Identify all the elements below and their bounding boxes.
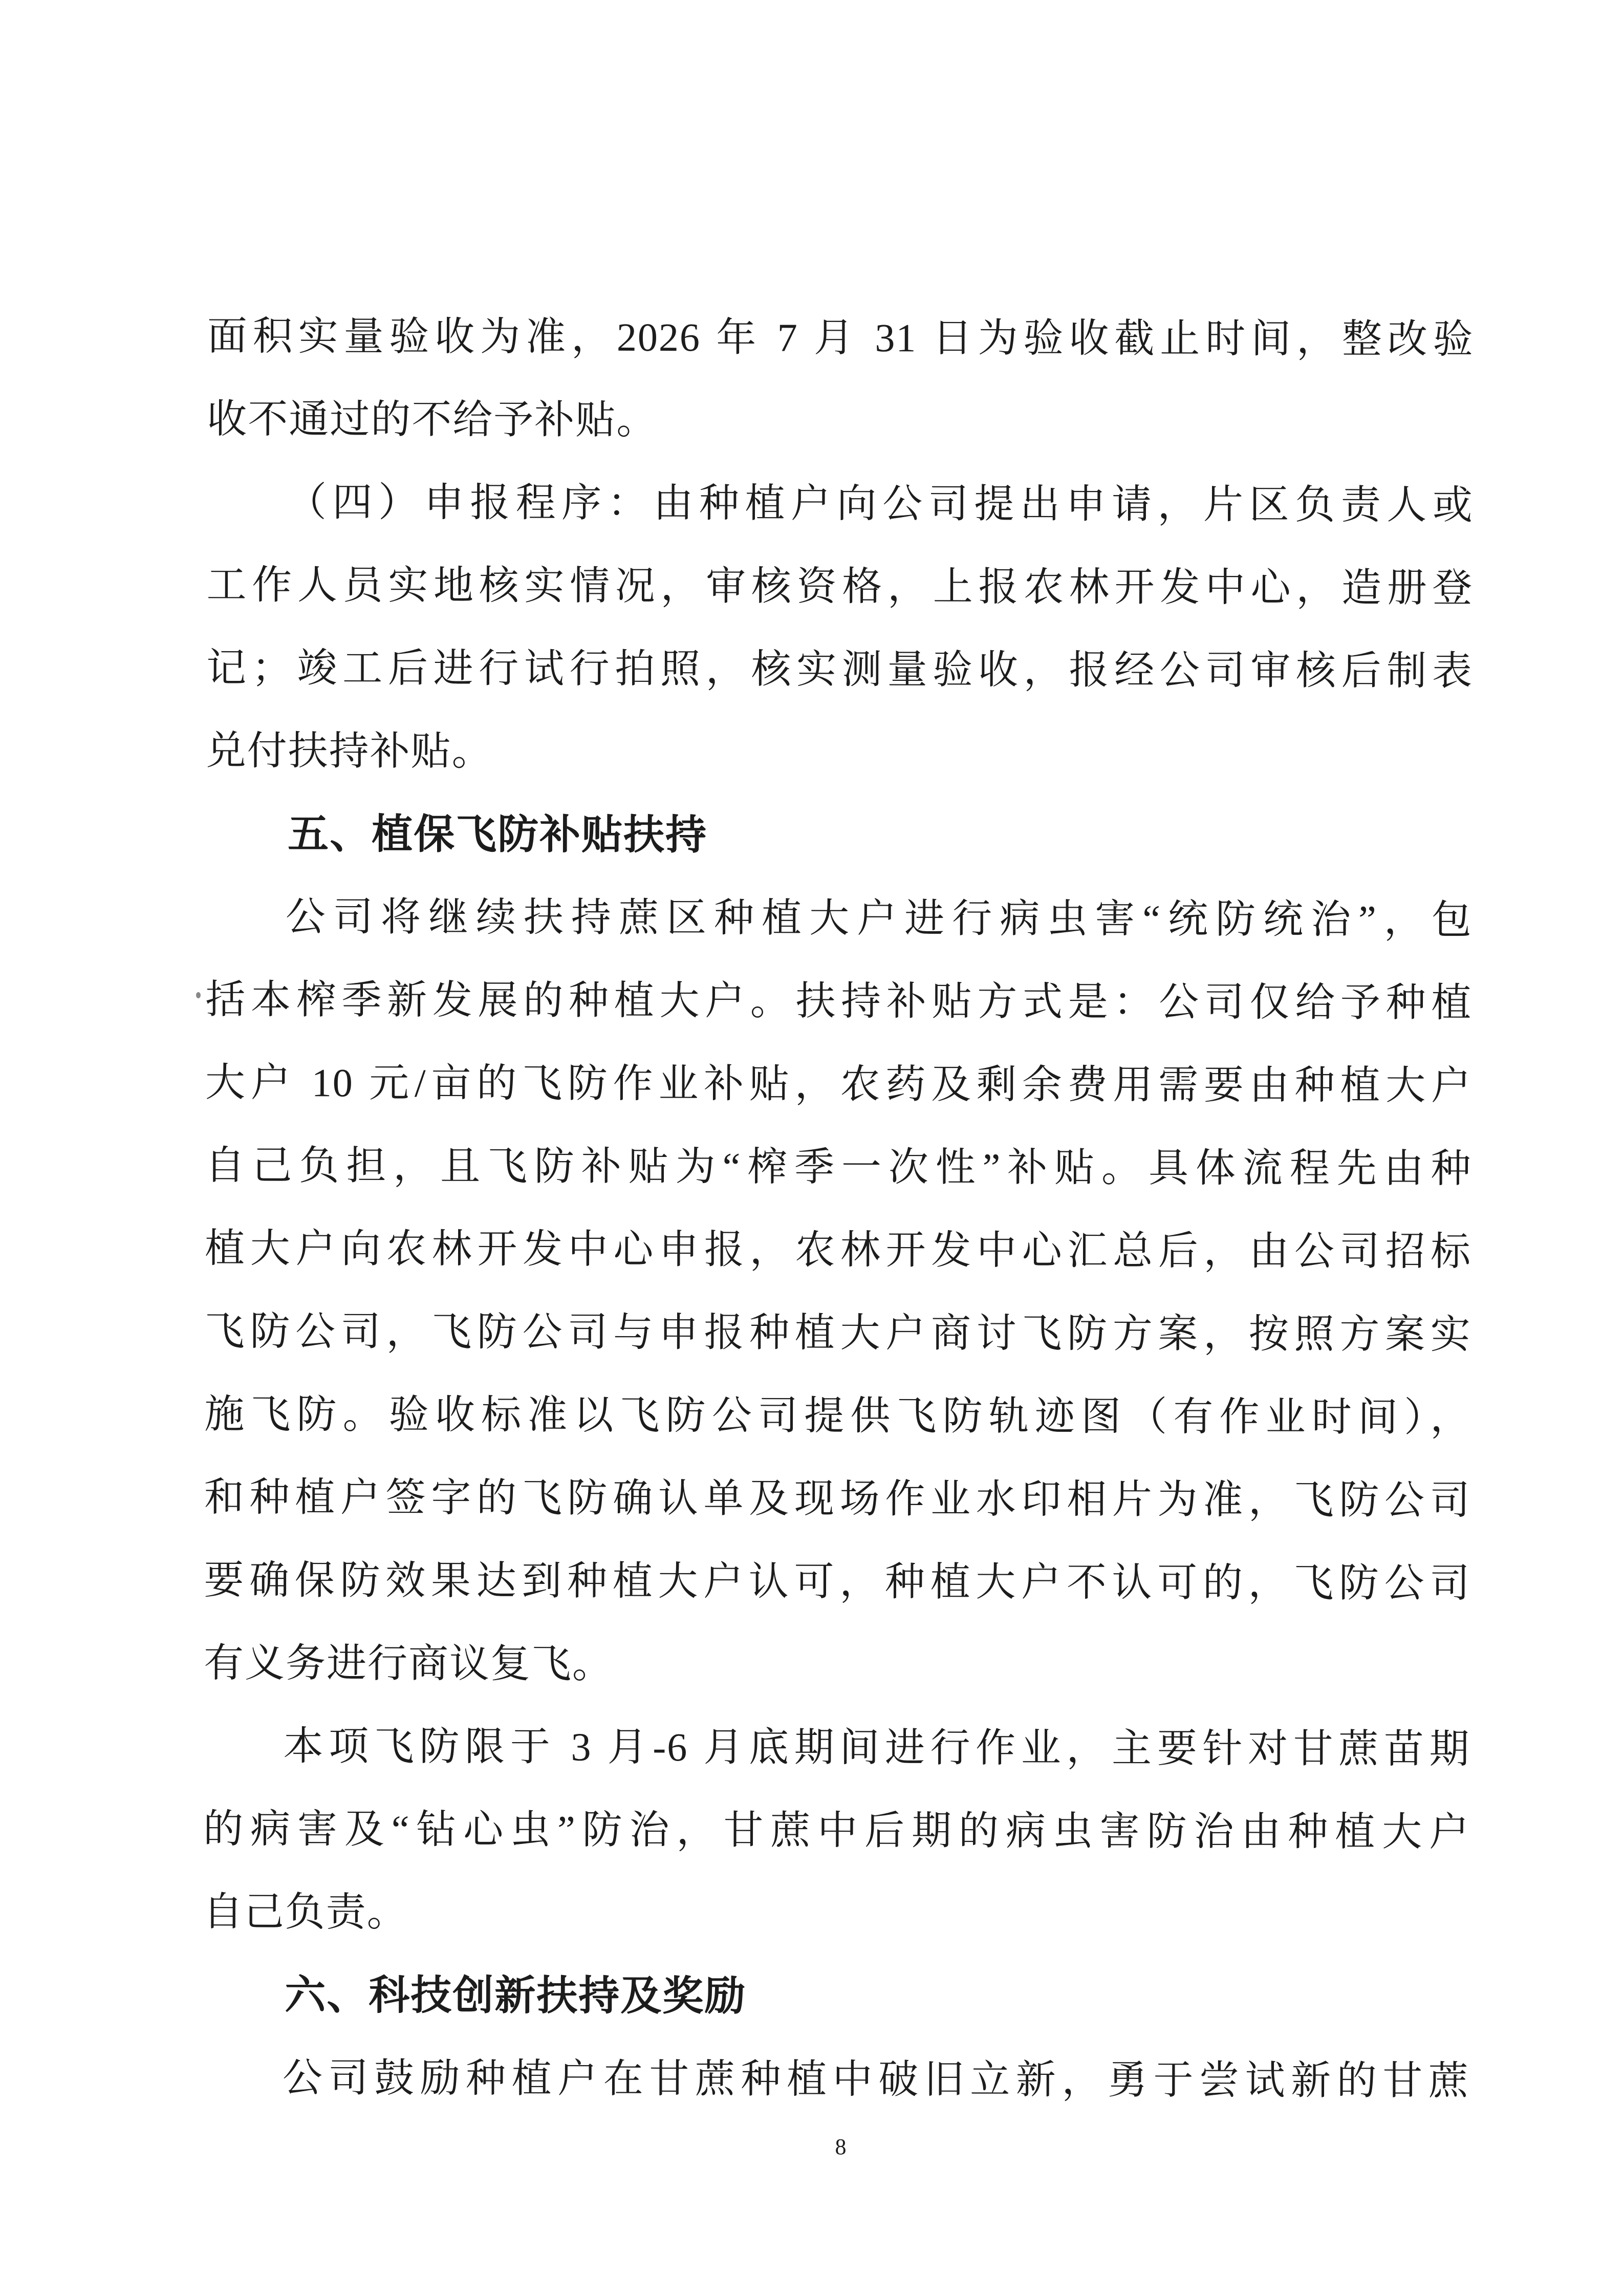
section-heading-6: 六、科技创新扶持及奖励	[285, 1972, 747, 2019]
text-line: 有义务进行商议复飞。	[203, 1640, 614, 1686]
text-line: 面积实量验收为准，2026 年 7 月 31 日为验收截止时间，整改验	[207, 313, 1474, 362]
text-line: 括本榨季新发展的种植大户。扶持补贴方式是：公司仅给予种植	[205, 977, 1473, 1025]
text-line: 记；竣工后进行试行拍照，核实测量验收，报经公司审核后制表	[206, 645, 1474, 694]
text-line: 兑付扶持补贴。	[206, 728, 493, 774]
text-line: 植大户向农林开发中心申报，农林开发中心汇总后，由公司招标	[205, 1226, 1472, 1274]
text-line: 飞防公司，飞防公司与申报种植大户商讨飞防方案，按照方案实	[204, 1308, 1471, 1357]
text-line: 的病害及“钻心虫”防治，甘蔗中后期的病虫害防治由种植大户	[203, 1806, 1470, 1855]
section-heading-5: 五、植保飞防补贴扶持	[288, 811, 708, 858]
text-line: 工作人员实地核实情况，审核资格，上报农林开发中心，造册登	[206, 562, 1474, 611]
text-line: 公司鼓励种植户在甘蔗种植中破旧立新，勇于尝试新的甘蔗	[282, 2055, 1469, 2104]
text-line: 收不通过的不给予补贴。	[207, 396, 658, 443]
scan-speck-artifact	[196, 992, 201, 998]
text-line: 要确保防效果达到种植大户认可，种植大户不认可的，飞防公司	[204, 1557, 1471, 1606]
text-line: （四）申报程序：由种植户向公司提出申请，片区负责人或	[286, 480, 1474, 528]
document-body	[203, 295, 1474, 2122]
text-line: 自己负责。	[203, 1889, 408, 1935]
page-number: 8	[835, 2134, 847, 2159]
text-line: 本项飞防限于 3 月-6 月底期间进行作业，主要针对甘蔗苗期	[283, 1724, 1470, 1772]
text-line: 自己负担，且飞防补贴为“榨季一次性”补贴。具体流程先由种	[205, 1143, 1472, 1191]
text-line: 施飞防。验收标准以飞防公司提供飞防轨迹图（有作业时间），	[204, 1391, 1471, 1440]
text-line: 和种植户签字的飞防确认单及现场作业水印相片为准，飞防公司	[204, 1474, 1471, 1523]
text-line: 公司将继续扶持蔗区种植大户进行病虫害“统防统治”，包	[285, 894, 1473, 942]
text-line: 大户 10 元/亩的飞防作业补贴，农药及剩余费用需要由种植大户	[205, 1060, 1473, 1108]
